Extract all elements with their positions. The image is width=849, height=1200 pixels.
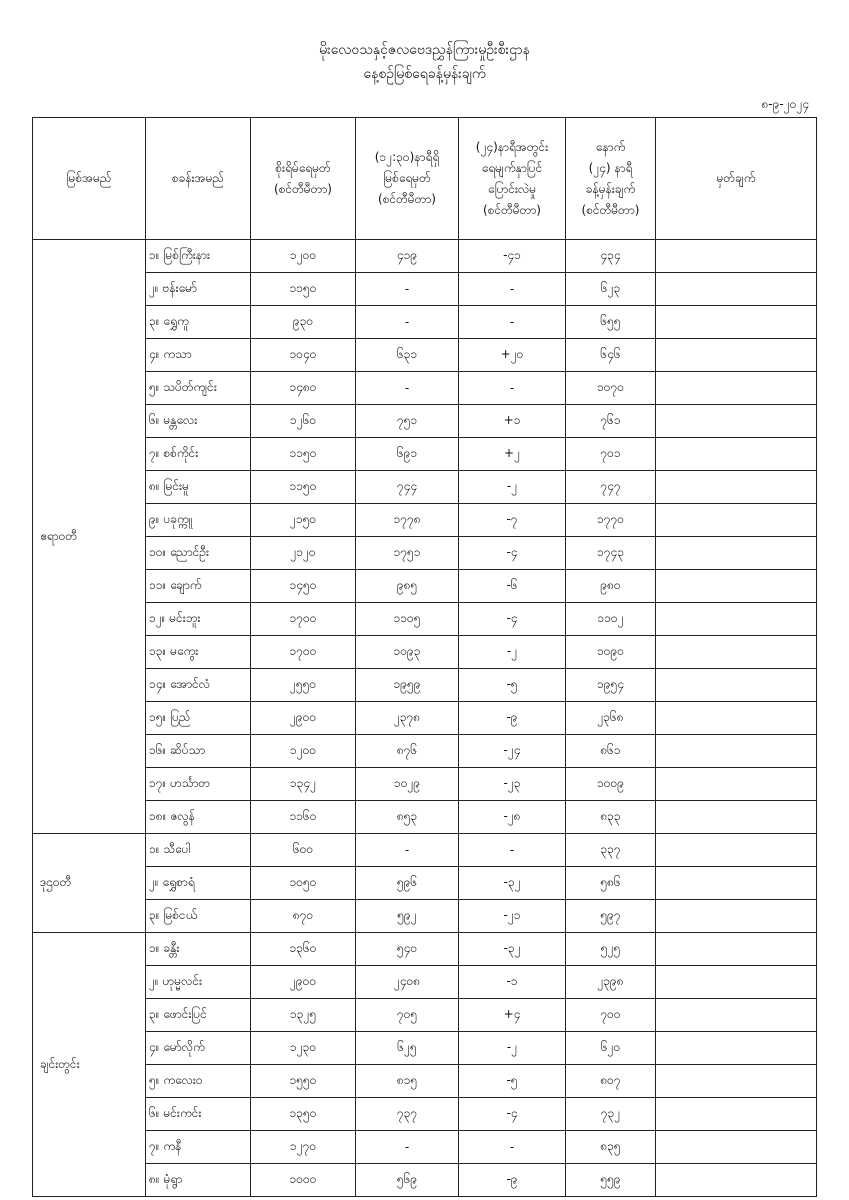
danger-level-cell: ၁၃၆၀ <box>251 933 356 966</box>
table-row <box>33 1098 817 1131</box>
remarks-cell <box>656 603 817 636</box>
remarks-cell <box>656 405 817 438</box>
station-cell <box>146 240 251 273</box>
row-number: ၁၇။ <box>149 776 167 790</box>
row-number: ၃။ <box>149 1007 160 1021</box>
change-cell: -၄ <box>459 603 566 636</box>
station-name: မကွေး <box>170 644 199 658</box>
change-cell: +၂ <box>459 438 566 471</box>
remarks-cell <box>656 1164 817 1197</box>
header-24h-forecast: နောက် (၂၄) နာရီ ခန့်မှန်းချက် (စင်တီမီတာ) <box>566 118 656 240</box>
current-level-cell: ၆၉၁ <box>356 438 459 471</box>
change-cell: -၂၄ <box>459 735 566 768</box>
current-level-cell: ၁၇၇၈ <box>356 504 459 537</box>
forecast-cell: ၇၀၀ <box>566 999 656 1032</box>
remarks-cell <box>656 702 817 735</box>
current-level-cell: ၆၃၁ <box>356 339 459 372</box>
table-row <box>33 735 817 768</box>
remarks-cell <box>656 1065 817 1098</box>
station-name: ရွှေကူ <box>163 314 189 328</box>
station-name: ဟုမ္မလင်း <box>162 974 203 988</box>
row-number: ၇။ <box>149 446 160 460</box>
header-river: မြစ်အမည် <box>33 118 146 240</box>
station-name: မြစ်ကြီးနား <box>163 248 211 262</box>
row-number: ၉။ <box>149 512 160 526</box>
row-number: ၃။ <box>149 314 160 328</box>
row-number: ၈။ <box>149 479 160 493</box>
remarks-cell <box>656 636 817 669</box>
forecast-cell: ၆၂၀ <box>566 1032 656 1065</box>
station-name: ကလေးဝ <box>163 1073 203 1087</box>
danger-level-cell: ၁၁၅၀ <box>251 438 356 471</box>
change-cell: -၃၂ <box>459 867 566 900</box>
danger-level-cell: ၁၀၄၀ <box>251 339 356 372</box>
station-name: ပြည် <box>170 710 191 724</box>
station-name: ရွှေစာရံ <box>162 875 195 889</box>
station-cell <box>146 471 251 504</box>
table-row <box>33 768 817 801</box>
current-level-cell: ၈၇၆ <box>356 735 459 768</box>
danger-level-cell: ၁၁၅၀ <box>251 471 356 504</box>
station-name: အောင်လံ <box>170 677 211 691</box>
river-name-cell: ဒုဌဝတီ <box>33 834 146 933</box>
current-level-cell: ၁၉၅၉ <box>356 669 459 702</box>
current-level-cell: - <box>356 306 459 339</box>
header-current-level: (၁၂:၃၀)နာရီရှိ မြစ်ရေမှတ် (စင်တီမီတာ) <box>356 118 459 240</box>
forecast-cell: ၁၇၇၀ <box>566 504 656 537</box>
row-number: ၁၂။ <box>149 611 166 625</box>
station-cell <box>146 999 251 1032</box>
current-level-cell: ၅၄၀ <box>356 933 459 966</box>
table-row <box>33 636 817 669</box>
current-level-cell: ၇၅၁ <box>356 405 459 438</box>
forecast-cell: ၇၆၁ <box>566 405 656 438</box>
forecast-cell: ၄၃၄ <box>566 240 656 273</box>
station-cell <box>146 801 251 834</box>
station-cell <box>146 1032 251 1065</box>
current-level-cell: ၁၁၀၅ <box>356 603 459 636</box>
row-number: ၄။ <box>149 347 160 361</box>
station-cell <box>146 834 251 867</box>
current-level-cell: ၆၂၅ <box>356 1032 459 1065</box>
forecast-cell: ၆၄၆ <box>566 339 656 372</box>
remarks-cell <box>656 768 817 801</box>
header-danger-level: စိုးရိမ်ရေမှတ် (စင်တီမီတာ) <box>251 118 356 240</box>
forecast-cell: ၉၈၀ <box>566 570 656 603</box>
report-date: ၈-၉-၂၀၂၄ <box>761 97 809 111</box>
current-level-cell: ၇၄၄ <box>356 471 459 504</box>
current-level-cell: ၉၈၅ <box>356 570 459 603</box>
river-name-cell: ချင်းတွင်း <box>33 933 146 1197</box>
change-cell: - <box>459 834 566 867</box>
change-cell: -၃၂ <box>459 933 566 966</box>
current-level-cell: - <box>356 372 459 405</box>
remarks-cell <box>656 504 817 537</box>
change-cell: -၇ <box>459 504 566 537</box>
danger-level-cell: ၁၀၀၀ <box>251 1164 356 1197</box>
remarks-cell <box>656 735 817 768</box>
row-number: ၄။ <box>149 1040 160 1054</box>
station-cell <box>146 1098 251 1131</box>
remarks-cell <box>656 669 817 702</box>
station-cell <box>146 669 251 702</box>
current-level-cell: ၂၄၀၈ <box>356 966 459 999</box>
table-row <box>33 966 817 999</box>
remarks-cell <box>656 339 817 372</box>
current-level-cell: ၁၀၂၉ <box>356 768 459 801</box>
table-row <box>33 537 817 570</box>
river-name-cell: ဧရာဝတီ <box>33 240 146 834</box>
remarks-cell <box>656 273 817 306</box>
current-level-cell: ၄၁၉ <box>356 240 459 273</box>
table-row <box>33 669 817 702</box>
forecast-cell: ၁၁၀၂ <box>566 603 656 636</box>
row-number: ၈။ <box>149 1172 160 1186</box>
danger-level-cell: ၉၃၀ <box>251 306 356 339</box>
change-cell: +၄ <box>459 999 566 1032</box>
station-name: ဆိပ်သာ <box>170 743 206 757</box>
remarks-cell <box>656 834 817 867</box>
header-remarks: မှတ်ချက် <box>656 118 817 240</box>
station-name: ဗန်းမော် <box>162 281 197 295</box>
change-cell: - <box>459 372 566 405</box>
forecast-cell: ၅၈၆ <box>566 867 656 900</box>
station-cell <box>146 900 251 933</box>
current-level-cell: ၅၉၆ <box>356 867 459 900</box>
row-number: ၁၅။ <box>149 710 167 724</box>
row-number: ၁။ <box>149 842 160 856</box>
table-row <box>33 372 817 405</box>
danger-level-cell: ၁၀၅၀ <box>251 867 356 900</box>
remarks-cell <box>656 867 817 900</box>
remarks-cell <box>656 372 817 405</box>
forecast-cell: ၈၃၅ <box>566 1131 656 1164</box>
current-level-cell: ၅၆၉ <box>356 1164 459 1197</box>
danger-level-cell: ၁၁၆၀ <box>251 801 356 834</box>
forecast-cell: ၃၃၇ <box>566 834 656 867</box>
current-level-cell: ၈၅၃ <box>356 801 459 834</box>
station-cell <box>146 702 251 735</box>
change-cell: -၂ <box>459 1032 566 1065</box>
forecast-cell: ၈၀၇ <box>566 1065 656 1098</box>
remarks-cell <box>656 933 817 966</box>
danger-level-cell: ၁၂၆၀ <box>251 405 356 438</box>
change-cell: +၁ <box>459 405 566 438</box>
station-cell <box>146 1065 251 1098</box>
forecast-cell: ၇၃၂ <box>566 1098 656 1131</box>
current-level-cell: - <box>356 834 459 867</box>
row-number: ၆။ <box>149 1106 160 1120</box>
table-row <box>33 273 817 306</box>
forecast-cell: ၁၀၉၀ <box>566 636 656 669</box>
station-name: မော်လိုက် <box>163 1040 205 1054</box>
row-number: ၁၁။ <box>149 578 167 592</box>
danger-level-cell: ၁၃၂၅ <box>251 999 356 1032</box>
station-name: မုံရွာ <box>163 1172 183 1186</box>
change-cell: -၅ <box>459 669 566 702</box>
station-cell <box>146 306 251 339</box>
river-forecast-table <box>32 117 817 1197</box>
station-name: ဟင်္သာတ <box>170 776 211 790</box>
forecast-cell: ၂၃၆၈ <box>566 702 656 735</box>
danger-level-cell: ၂၉၀၀ <box>251 702 356 735</box>
change-cell: -၆ <box>459 570 566 603</box>
danger-level-cell: ၁၂၀၀ <box>251 735 356 768</box>
station-cell <box>146 1131 251 1164</box>
danger-level-cell: ၁၄၅၀ <box>251 570 356 603</box>
row-number: ၁။ <box>149 248 160 262</box>
danger-level-cell: ၁၂၃၀ <box>251 1032 356 1065</box>
station-name: ကသာ <box>163 347 192 361</box>
station-cell <box>146 438 251 471</box>
danger-level-cell: ၁၃၅၀ <box>251 1098 356 1131</box>
table-body <box>33 240 817 1197</box>
station-cell <box>146 966 251 999</box>
remarks-cell <box>656 570 817 603</box>
current-level-cell: ၁၇၅၁ <box>356 537 459 570</box>
station-name: ဖောင်းပြင် <box>163 1007 207 1021</box>
change-cell: -၉ <box>459 1164 566 1197</box>
station-name: သပိတ်ကျင်း <box>163 380 217 394</box>
change-cell: -၂၈ <box>459 801 566 834</box>
remarks-cell <box>656 471 817 504</box>
danger-level-cell: ၁၇၀၀ <box>251 603 356 636</box>
station-cell <box>146 504 251 537</box>
station-name: မြင်းမူ <box>163 479 189 493</box>
row-number: ၁။ <box>149 941 160 955</box>
table-row <box>33 306 817 339</box>
forecast-cell: ၈၆၁ <box>566 735 656 768</box>
forecast-cell: ၇၀၁ <box>566 438 656 471</box>
table-row <box>33 900 817 933</box>
row-number: ၇။ <box>149 1139 160 1153</box>
danger-level-cell: ၁၅၅၀ <box>251 1065 356 1098</box>
station-cell <box>146 735 251 768</box>
current-level-cell: ၈၁၅ <box>356 1065 459 1098</box>
header-24h-change: (၂၄)နာရီအတွင်း ရေမျက်နှာပြင် ပြောင်းလဲမှု (စင်တီမီတာ) <box>459 118 566 240</box>
row-number: ၃။ <box>149 908 160 922</box>
table-row <box>33 933 817 966</box>
table-row <box>33 999 817 1032</box>
table-row <box>33 504 817 537</box>
change-cell: - <box>459 273 566 306</box>
table-row <box>33 867 817 900</box>
row-number: ၅။ <box>149 380 160 394</box>
danger-level-cell: ၆၀၀ <box>251 834 356 867</box>
station-cell <box>146 603 251 636</box>
remarks-cell <box>656 1098 817 1131</box>
row-number: ၁၀။ <box>149 545 167 559</box>
header-station: စခန်းအမည် <box>146 118 251 240</box>
change-cell: -၁ <box>459 966 566 999</box>
remarks-cell <box>656 306 817 339</box>
station-cell <box>146 636 251 669</box>
forecast-cell: ၇၄၇ <box>566 471 656 504</box>
remarks-cell <box>656 438 817 471</box>
danger-level-cell: ၂၁၅၀ <box>251 504 356 537</box>
table-row <box>33 1131 817 1164</box>
change-cell: -၄ <box>459 537 566 570</box>
table-row <box>33 240 817 273</box>
table-row <box>33 405 817 438</box>
row-number: ၂။ <box>149 281 159 295</box>
table-row <box>33 570 817 603</box>
current-level-cell: - <box>356 273 459 306</box>
remarks-cell <box>656 537 817 570</box>
station-name: မန္တလေး <box>163 413 198 427</box>
forecast-cell: ၅၉၇ <box>566 900 656 933</box>
table-row <box>33 702 817 735</box>
forecast-cell: ၁၀၇၀ <box>566 372 656 405</box>
table-header <box>33 118 817 240</box>
station-cell <box>146 405 251 438</box>
remarks-cell <box>656 1131 817 1164</box>
table-row <box>33 1032 817 1065</box>
remarks-cell <box>656 240 817 273</box>
table-row <box>33 834 817 867</box>
station-name: ညောင်ဦး <box>170 545 210 559</box>
station-cell <box>146 933 251 966</box>
row-number: ၁၃။ <box>149 644 167 658</box>
row-number: ၁၄။ <box>149 677 167 691</box>
station-name: ချောက် <box>170 578 202 592</box>
station-cell <box>146 339 251 372</box>
table-row <box>33 471 817 504</box>
forecast-cell: ၁၇၄၃ <box>566 537 656 570</box>
change-cell: -၄ <box>459 1098 566 1131</box>
danger-level-cell: ၂၅၅၀ <box>251 669 356 702</box>
current-level-cell: ၇၀၅ <box>356 999 459 1032</box>
danger-level-cell: ၁၃၄၂ <box>251 768 356 801</box>
forecast-cell: ၅၅၉ <box>566 1164 656 1197</box>
remarks-cell <box>656 1032 817 1065</box>
row-number: ၅။ <box>149 1073 160 1087</box>
forecast-cell: ၆၂၃ <box>566 273 656 306</box>
row-number: ၁၈။ <box>149 809 167 823</box>
station-name: ခန္တီး <box>163 941 180 955</box>
station-cell <box>146 1164 251 1197</box>
forecast-cell: ၁၀၀၉ <box>566 768 656 801</box>
header-row <box>33 118 817 240</box>
remarks-cell <box>656 900 817 933</box>
change-cell: - <box>459 306 566 339</box>
station-name: မြစ်ငယ် <box>163 908 198 922</box>
danger-level-cell: ၂၁၂၀ <box>251 537 356 570</box>
station-name: သီပေါ <box>163 842 191 856</box>
change-cell: -၄၁ <box>459 240 566 273</box>
station-cell <box>146 867 251 900</box>
station-name: ဇလွန် <box>170 809 195 823</box>
forecast-cell: ၂၃၉၈ <box>566 966 656 999</box>
forecast-cell: ၆၅၅ <box>566 306 656 339</box>
change-cell: -၉ <box>459 702 566 735</box>
station-cell <box>146 273 251 306</box>
document-subtitle: နေ့စဉ်မြစ်ရေခန့်မှန်းချက် <box>363 66 486 82</box>
change-cell: -၅ <box>459 1065 566 1098</box>
table-row <box>33 603 817 636</box>
remarks-cell <box>656 966 817 999</box>
forecast-cell: ၁၉၅၄ <box>566 669 656 702</box>
row-number: ၁၆။ <box>149 743 167 757</box>
station-name: မင်းကင်း <box>163 1106 202 1120</box>
table-row <box>33 438 817 471</box>
change-cell: -၂၃ <box>459 768 566 801</box>
table-row <box>33 1164 817 1197</box>
station-name: စစ်ကိုင်း <box>163 446 199 460</box>
row-number: ၆။ <box>149 413 160 427</box>
current-level-cell: - <box>356 1131 459 1164</box>
danger-level-cell: ၁၄၈၀ <box>251 372 356 405</box>
station-name: ပခုက္ကူ <box>163 512 193 526</box>
danger-level-cell: ၂၉၀၀ <box>251 966 356 999</box>
station-cell <box>146 570 251 603</box>
table-row <box>33 801 817 834</box>
change-cell: -၂၁ <box>459 900 566 933</box>
forecast-cell: ၈၃၃ <box>566 801 656 834</box>
current-level-cell: ၇၃၇ <box>356 1098 459 1131</box>
current-level-cell: ၅၉၂ <box>356 900 459 933</box>
remarks-cell <box>656 999 817 1032</box>
danger-level-cell: ၈၇၀ <box>251 900 356 933</box>
station-cell <box>146 537 251 570</box>
current-level-cell: ၁၀၉၃ <box>356 636 459 669</box>
row-number: ၂။ <box>149 875 159 889</box>
change-cell: -၂ <box>459 636 566 669</box>
current-level-cell: ၂၃၇၈ <box>356 702 459 735</box>
danger-level-cell: ၁၇၀၀ <box>251 636 356 669</box>
row-number: ၂။ <box>149 974 159 988</box>
remarks-cell <box>656 801 817 834</box>
station-name: မင်းဘူး <box>169 611 201 625</box>
station-cell <box>146 768 251 801</box>
change-cell: -၂ <box>459 471 566 504</box>
station-name: ကနီ <box>163 1139 182 1153</box>
table-row <box>33 1065 817 1098</box>
danger-level-cell: ၁၂၀၀ <box>251 240 356 273</box>
table-row <box>33 339 817 372</box>
document-title: မိုးလေဝသနှင့်ဇလဗေဒညွှန်ကြားမှုဦးစီးဌာန <box>319 42 530 58</box>
forecast-cell: ၅၂၅ <box>566 933 656 966</box>
change-cell: - <box>459 1131 566 1164</box>
station-cell <box>146 372 251 405</box>
danger-level-cell: ၁၂၇၀ <box>251 1131 356 1164</box>
danger-level-cell: ၁၁၅၀ <box>251 273 356 306</box>
change-cell: +၂၀ <box>459 339 566 372</box>
